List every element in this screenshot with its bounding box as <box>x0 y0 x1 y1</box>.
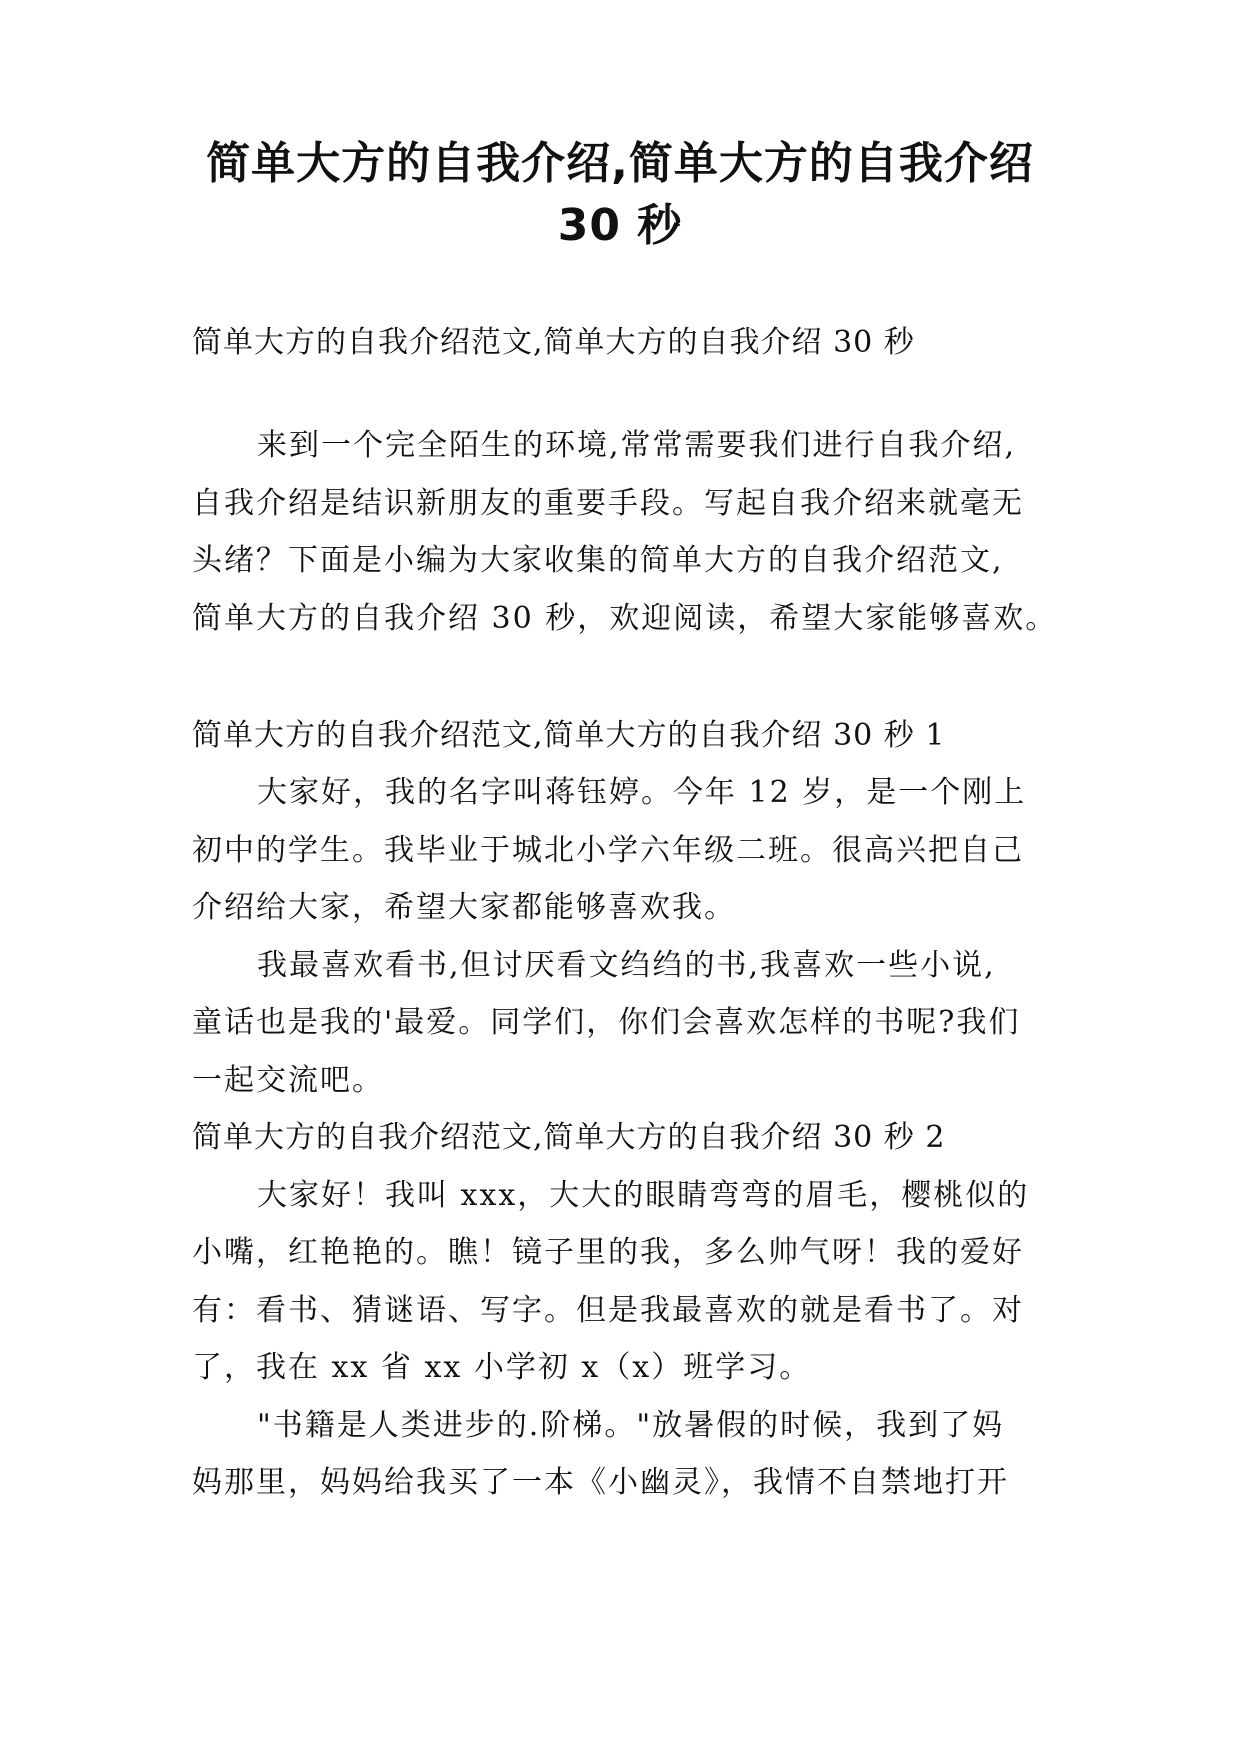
section-2-para-2-line-1: "书籍是人类进步的.阶梯。"放暑假的时候，我到了妈 <box>257 1408 1005 1443</box>
section-1-para-2-line-3: 一起交流吧。 <box>192 1063 384 1098</box>
document-title-line-1: 简单大方的自我介绍,简单大方的自我介绍 <box>206 138 1034 189</box>
document-subtitle: 简单大方的自我介绍范文,简单大方的自我介绍 30 秒 <box>192 325 915 360</box>
section-2-para-1-line-3: 有：看书、猜谜语、写字。但是我最喜欢的就是看书了。对 <box>192 1293 1024 1328</box>
section-2-para-1-line-4: 了，我在 xx 省 xx 小学初 x（x）班学习。 <box>192 1350 812 1385</box>
intro-line-2: 自我介绍是结识新朋友的重要手段。写起自我介绍来就毫无 <box>192 486 1024 521</box>
section-1-para-1-line-2: 初中的学生。我毕业于城北小学六年级二班。很高兴把自己 <box>192 833 1024 868</box>
section-1-para-2-line-1: 我最喜欢看书,但讨厌看文绉绉的书,我喜欢一些小说, <box>257 948 996 983</box>
section-1-para-2-line-2: 童话也是我的'最爱。同学们，你们会喜欢怎样的书呢?我们 <box>192 1005 1021 1040</box>
document-title-line-2: 30 秒 <box>557 200 683 251</box>
section-1-para-1-line-1: 大家好，我的名字叫蒋钰婷。今年 12 岁，是一个刚上 <box>257 775 1027 810</box>
section-2-para-1-line-2: 小嘴，红艳艳的。瞧！镜子里的我，多么帅气呀！我的爱好 <box>192 1235 1024 1270</box>
section-1-para-1-line-3: 介绍给大家，希望大家都能够喜欢我。 <box>192 890 736 925</box>
intro-line-1: 来到一个完全陌生的环境,常常需要我们进行自我介绍, <box>257 428 1017 463</box>
section-1-heading: 简单大方的自我介绍范文,简单大方的自我介绍 30 秒 1 <box>192 718 946 753</box>
section-2-para-2-line-2: 妈那里，妈妈给我买了一本《小幽灵》，我情不自禁地打开 <box>192 1465 1009 1500</box>
section-2-para-1-line-1: 大家好！我叫 xxx，大大的眼睛弯弯的眉毛，樱桃似的 <box>257 1178 1030 1213</box>
intro-line-4: 简单大方的自我介绍 30 秒，欢迎阅读，希望大家能够喜欢。 <box>192 601 1058 636</box>
intro-line-3: 头绪？下面是小编为大家收集的简单大方的自我介绍范文, <box>192 543 1004 578</box>
section-2-heading: 简单大方的自我介绍范文,简单大方的自我介绍 30 秒 2 <box>192 1120 946 1155</box>
